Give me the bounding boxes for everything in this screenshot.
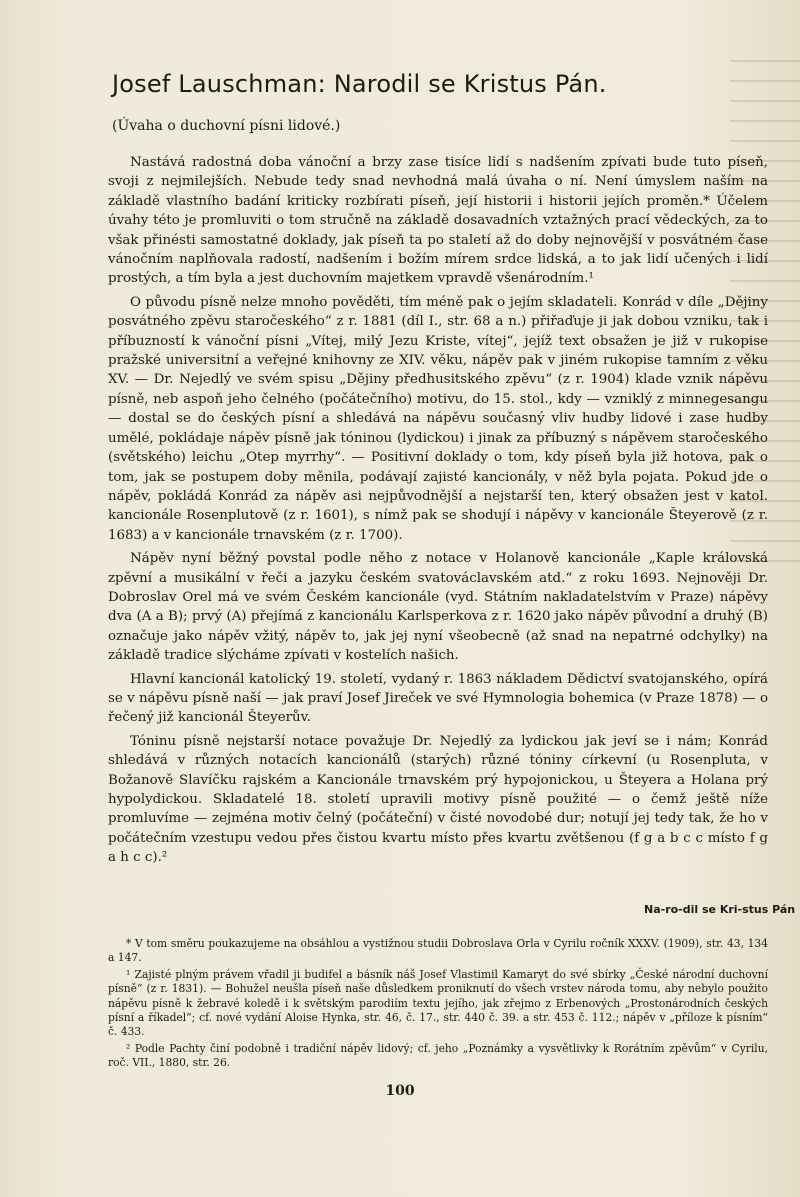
article-subtitle: (Úvaha o duchovní písni lidové.) <box>112 118 341 134</box>
page-number: 100 <box>385 1083 415 1099</box>
melody-label: Na-ro-dil se Kri-stus Pán <box>644 903 796 916</box>
paragraph-3: Nápěv nyní běžný povstal podle něho z notace v Holanově kancionále „Kaple královská zpěvní a musikální v řeči a jazyku českém svatováclavském atd.“ z roku 1693. Nejnověji Dr. Dobroslav Orel má ve svém Českém kancionále (vyd. Státním nakladatelstvím v Praze) nápěvy dva (A a B); prvý (A) přejímá z kancionálu Karlsperkova z r. 1620 jako nápěv původní a druhý (B) označuje jako nápěv vžitý, nápěv to, jak jej nyní všeobecně (až snad na nepatrné odchylky) na základě tradice slýcháme zpívati v kostelích našich. <box>108 551 768 664</box>
footnotes <box>108 937 768 1073</box>
paragraph-2: O původu písně nelze mnoho pověděti, tím méně pak o jejím skladateli. Konrád v díle „Dějiny posvátného zpěvu staročeského“ z r. 1881 (díl I., str. 68 a n.) přiřaďuje ji jak dobou vzniku, tak i příbuzností k vánoční písni „Vítej, milý Jezu Kriste, vítej“, jejíž text obsažen je již v rukopise pražské universitní a veřejné knihovny ze XIV. věku, nápěv pak v jiném rukopise tamním z věku XV. — Dr. Nejedlý ve svém spisu „Dějiny předhusitského zpěvu“ (z r. 1904) klade vznik nápěvu písně, neb aspoň jeho čelného (počátečního) motivu, do 15. stol., kdy — vzniklý z minnegesangu — dostal se do českých písní a shledává na nápěvu současný vliv hudby lidové i zase hudby umělé, pokládaje nápěv písně jak tóninou (lydickou) i jinak za příbuzný s nápěvem staročeského (světského) leichu „Otep myrrhy“. — Positivní doklady o tom, kdy píseň byla již hotova, pak o tom, jak se postupem doby měnila, podávají zajisté kancionály, v něž byla pojata. Pokud jde o nápěv, pokládá Konrád za nápěv asi nejpůvodnější a nejstarší ten, který obsažen jest v katol. kancionále Rosenplutově (z r. 1601), s nímž pak se shodují i nápěvy v kancionále Šteyerově (z r. 1683) a v kancionále trnavském (z r. 1700). <box>108 294 768 543</box>
paragraph-1: Nastává radostná doba vánoční a brzy zase tisíce lidí s nadšením zpívati bude tuto píseň, svoji z nejmilejších. Nebude tedy snad nevhodná malá úvaha o ní. Není úmyslem naším na základě vlastního badání kriticky rozbírati píseň, její historii i historii jejích proměn.* Účelem úvahy této je promluviti o tom stručně na základě dosavadních vztažných prací vědeckých, za to však přinésti samostatné doklady, jak píseň ta po staletí až do doby nejnovější v posvátném čase vánočním naplňovala radostí, nadšením i božím mírem srdce lidská, a to jak lidí učených i lidí prostých, a tím byla a jest duchovním majetkem vpravdě všenárodním.¹ <box>108 155 768 287</box>
paragraph-4: Hlavní kancionál katolický 19. století, vydaný r. 1863 nákladem Dědictví svatojanského, opírá se v nápěvu písně naší — jak praví Josef Jireček ve své Hymnologia bohemica (v Praze 1878) — o řečený již kancionál Šteyerův. <box>108 671 768 726</box>
paragraph-5: Tóninu písně nejstarší notace považuje Dr. Nejedlý za lydickou jak jeví se i nám; Konrád shledává v různých notacích kancionálů (starých) různé tóniny církevní (u Rosenpluta, v Božanově Slavíčku rajském a Kancionále trnavském prý hypojonickou, u Šteyera a Holana prý hypolydickou. Skladatelé 18. století upravili motivy písně použité — o čemž ještě níže promluvíme — zejména motiv čelný (počáteční) v čisté novodobé dur; notují jej tedy tak, že ho v počátečním vzestupu vedou přes čistou kvartu místo přes kvartu zvětšenou (f g a b c c místo f g a h c c).² <box>108 733 768 866</box>
footnote: ¹ Zajisté plným právem vřadil ji budifel a básník náš Josef Vlastimil Kamaryt do své sbírky „České národní duchovní písně“ (z r. 1831). — Bohužel neušla píseň naše důsledkem proniknutí do všech vrstev národa tomu, aby nebylo použito nápěvu písně k žebravé koledě i k světským parodiím textu jejího, jak zřejmo z Erbenových „Prostonárodních českých písní a říkadel“; cf. nové vydání Aloise Hynka, str. 46, č. 17., str. 440 č. 39. a str. 453 č. 112.; nápěv v „příloze k písním“ č. 433. <box>108 967 768 1039</box>
footnote: * V tom směru poukazujeme na obsáhlou a vystižnou studii Dobroslava Orla v Cyrilu ročník XXXV. (1909), str. 43, 134 a 147. <box>108 937 768 965</box>
footnote: ² Podle Pachty činí podobně i tradiční nápěv lidový; cf. jeho „Poznámky a vysvětlivky k Rorátním zpěvům“ v Cyrilu, roč. VII., 1880, str. 26. <box>108 1041 768 1070</box>
article-title: Josef Lauschman: Narodil se Kristus Pán. <box>112 70 607 98</box>
article-body <box>108 153 768 872</box>
